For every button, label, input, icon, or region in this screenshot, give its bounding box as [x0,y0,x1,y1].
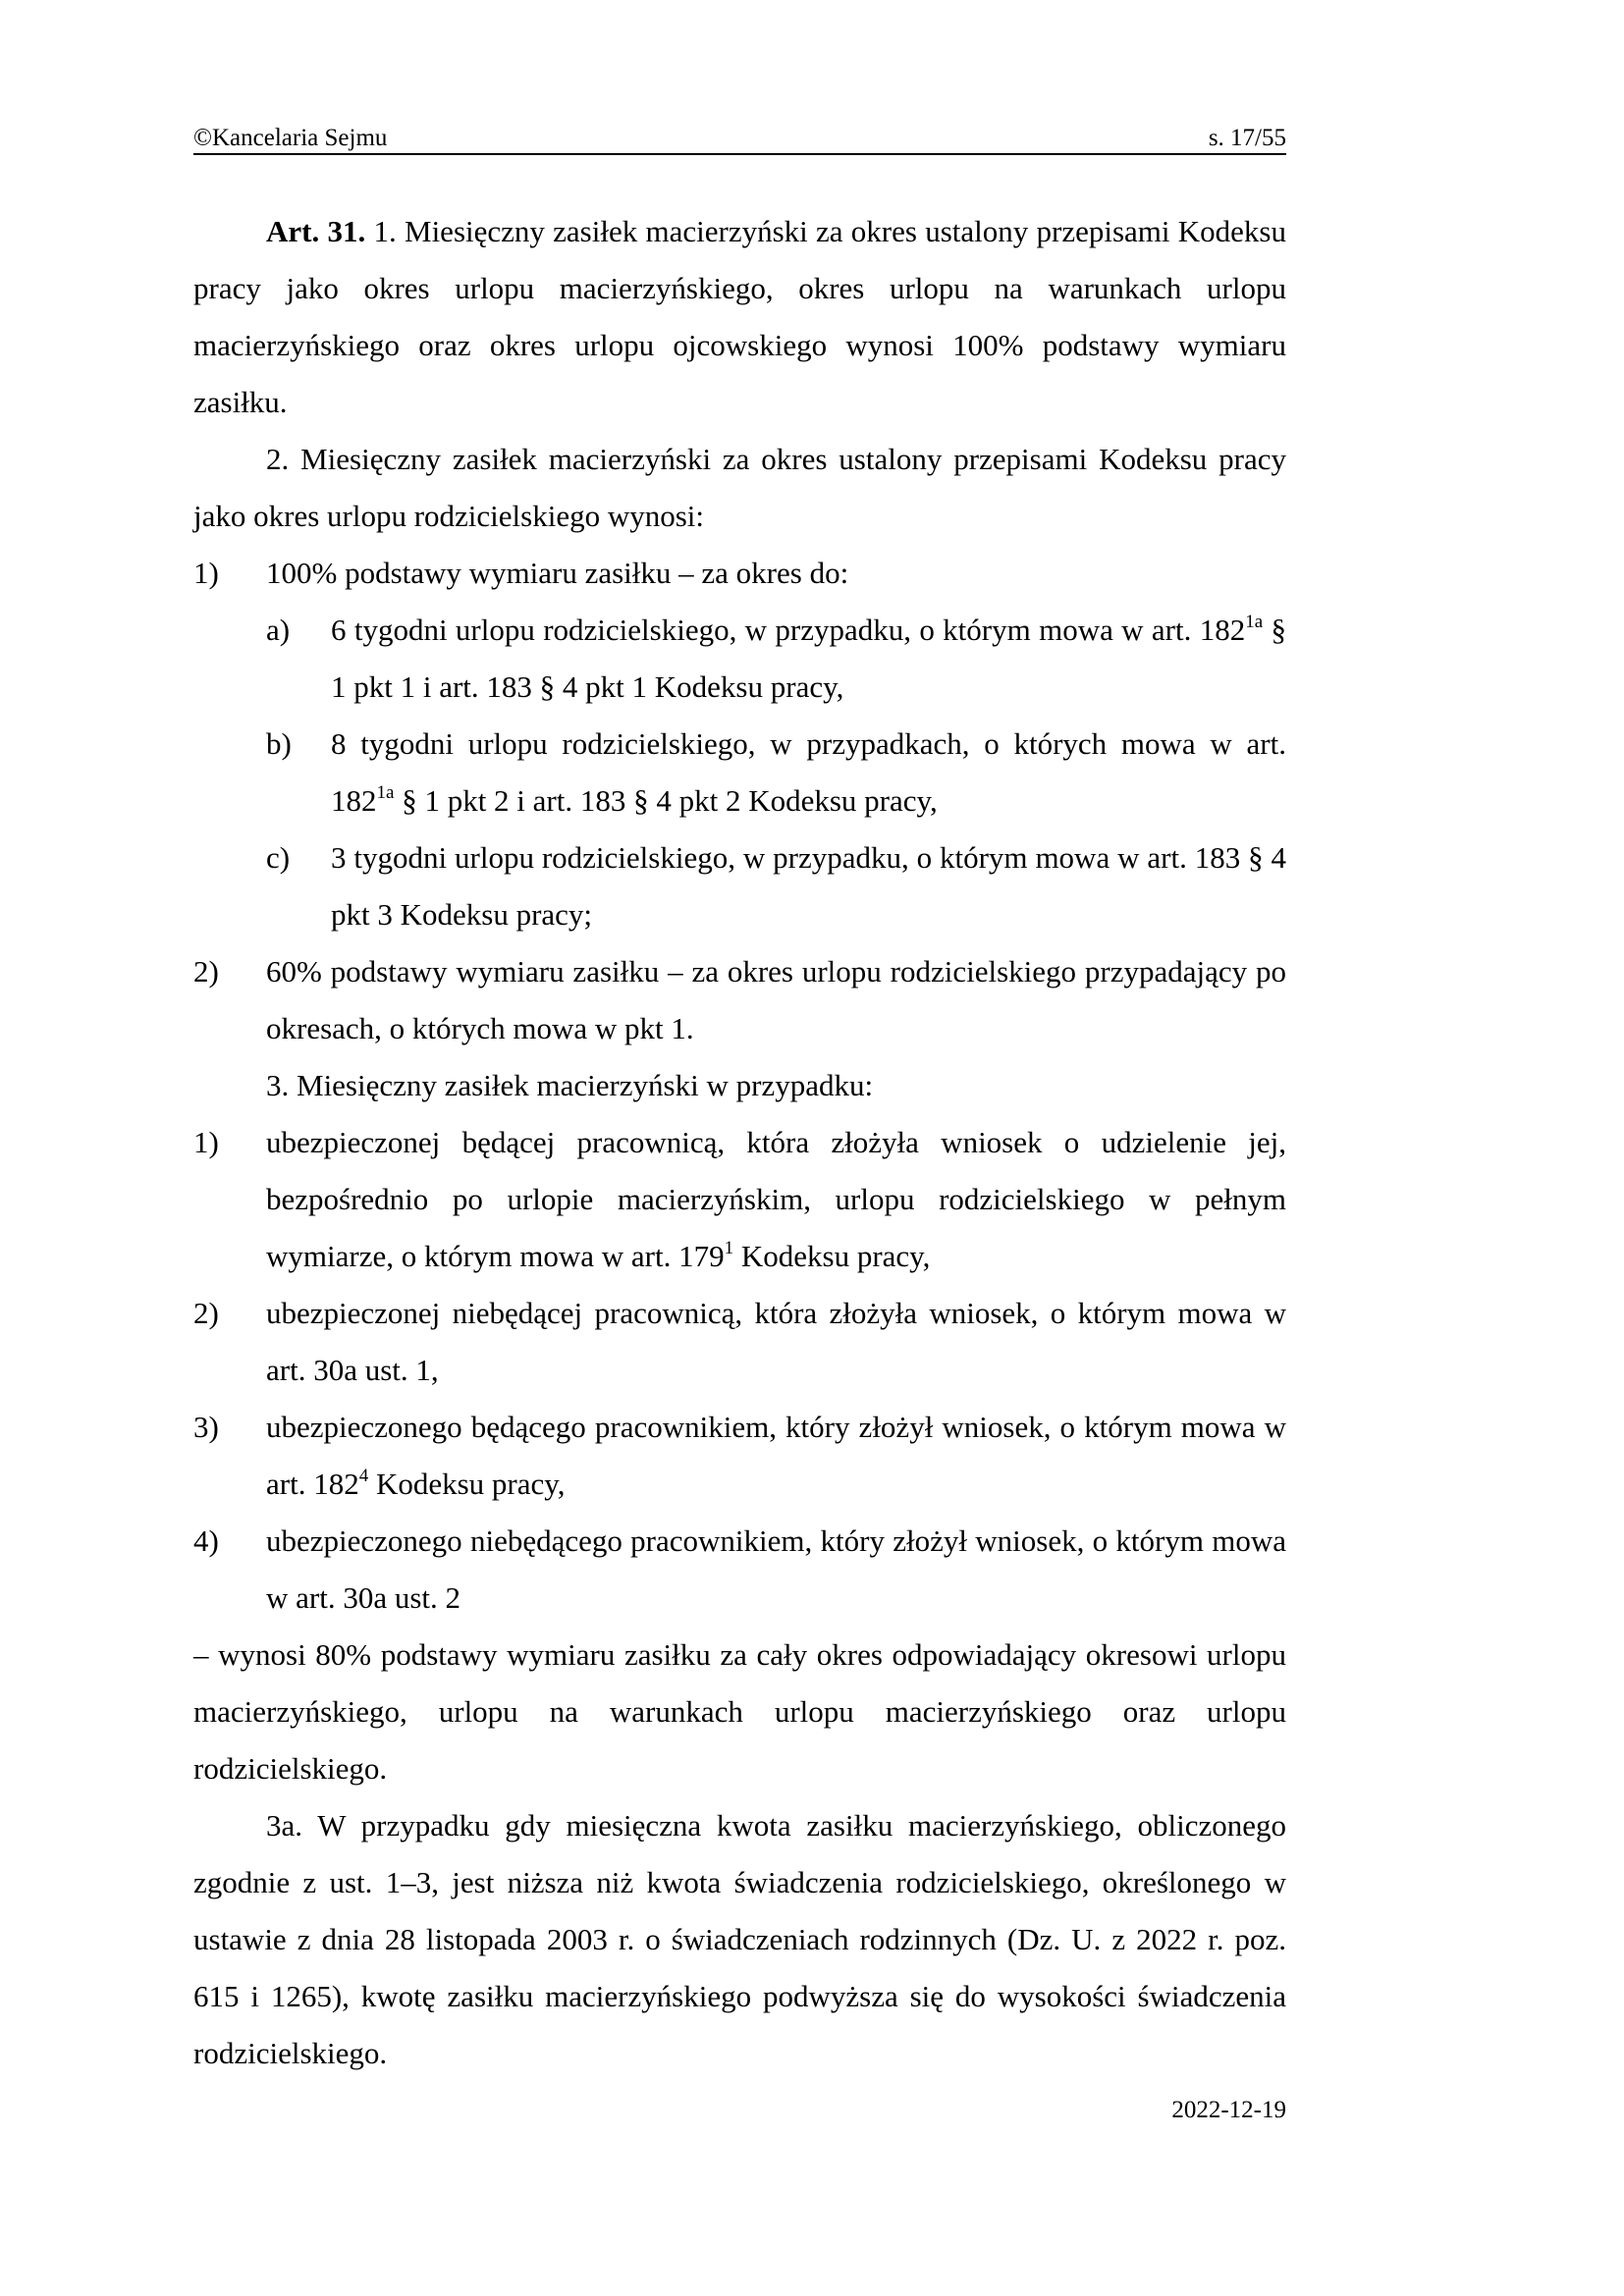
page-header [193,120,1286,155]
list-item [193,545,1286,602]
item-text-cont: Kodeksu pracy, [368,1467,566,1501]
sub-item-letter: c) [266,840,291,875]
item-number: 2) [193,954,219,988]
sub-item-text: 6 tygodni urlopu rodzicielskiego, w przypadku, o którym mowa w art. 182 [331,613,1246,647]
item-text: 100% podstawy wymiaru zasiłku – za okres do: [266,556,849,590]
item-text: ubezpieczonej niebędącej pracownicą, która złożyła wniosek, o którym mowa w art. 30a ust. 1, [266,1296,1286,1387]
item-number: 1) [193,1125,219,1159]
sub-item-letter: b) [266,726,292,761]
item-number: 1) [193,556,219,590]
superscript: 1a [1245,612,1264,632]
item-text: 60% podstawy wymiaru zasiłku – za okres urlopu rodzicielskiego przypadający po okresach, o których mowa w pkt 1. [266,954,1286,1045]
sub-list-item [193,716,1286,829]
superscript: 1a [376,782,395,803]
article-label: Art. 31. [266,214,366,248]
item-number: 3) [193,1410,219,1444]
item-text: ubezpieczonej będącej pracownicą, która złożyła wniosek o udzielenie jej, bezpośrednio po urlopie macierzyńskim, urlopu rodzicielskiego w pełnym wymiarze, o którym mowa w art. 179 [266,1125,1286,1273]
sub-list-item [193,602,1286,716]
item-number: 4) [193,1523,219,1558]
sub-item-text: 8 tygodni urlopu rodzicielskiego, w przypadkach, o których mowa w art. 182 [331,726,1286,818]
sub-item-text-cont: § 1 pkt 2 i art. 183 § 4 pkt 2 Kodeksu pracy, [394,783,938,818]
sub-item-text: 3 tygodni urlopu rodzicielskiego, w przypadku, o którym mowa w art. 183 § 4 pkt 3 Kodeksu pracy; [331,840,1286,932]
header-page-number: s. 17/55 [1208,125,1286,151]
sub-item-text-cont: § 1 pkt 1 i art. 183 § 4 pkt 1 Kodeksu pracy, [331,613,1286,704]
superscript: 1 [724,1238,734,1258]
list-item [193,1285,1286,1399]
item-text: ubezpieczonego będącego pracownikiem, który złożył wniosek, o którym mowa w art. 182 [266,1410,1286,1501]
item-text-cont: Kodeksu pracy, [733,1239,931,1273]
item-text: ubezpieczonego niebędącego pracownikiem, który złożył wniosek, o którym mowa w art. 30a ust. 2 [266,1523,1286,1615]
footer-date: 2022-12-19 [1171,2097,1286,2123]
article-31-paragraph-1 [193,203,1286,431]
sub-item-letter: a) [266,613,291,647]
document-body [193,203,1286,2082]
list-item [193,1513,1286,1627]
article-31-paragraph-2: 2. Miesięczny zasiłek macierzyński za okres ustalony przepisami Kodeksu pracy jako okres urlopu rodzicielskiego wynosi: [193,442,1286,533]
list-item [193,1399,1286,1513]
paragraph-1-text: 1. Miesięczny zasiłek macierzyński za okres ustalony przepisami Kodeksu pracy jako okres urlopu macierzyńskiego, okres urlopu na warunkach urlopu macierzyńskiego oraz okres urlopu ojcowskiego wynosi 100% podstawy wymiaru zasiłku. [193,214,1286,419]
paragraph-3-conclusion: – wynosi 80% podstawy wymiaru zasiłku za cały okres odpowiadający okresowi urlopu macierzyńskiego, urlopu na warunkach urlopu macierzyńskiego oraz urlopu rodzicielskiego. [193,1637,1286,1786]
article-31-paragraph-3a: 3a. W przypadku gdy miesięczna kwota zasiłku macierzyńskiego, obliczonego zgodnie z ust. 1–3, jest niższa niż kwota świadczenia rodzicielskiego, określonego w ustawie z dnia 28 listopada 2003 r. o świadczeniach rodzinnych (Dz. U. z 2022 r. poz. 615 i 1265), kwotę zasiłku macierzyńskiego podwyższa się do wysokości świadczenia rodzicielskiego. [193,1808,1286,2070]
list-item [193,943,1286,1057]
item-number: 2) [193,1296,219,1330]
list-item [193,1114,1286,1285]
superscript: 4 [358,1466,369,1486]
header-publisher: ©Kancelaria Sejmu [193,125,388,151]
article-31-paragraph-3: 3. Miesięczny zasiłek macierzyński w przypadku: [266,1068,874,1102]
sub-list-item [193,829,1286,943]
